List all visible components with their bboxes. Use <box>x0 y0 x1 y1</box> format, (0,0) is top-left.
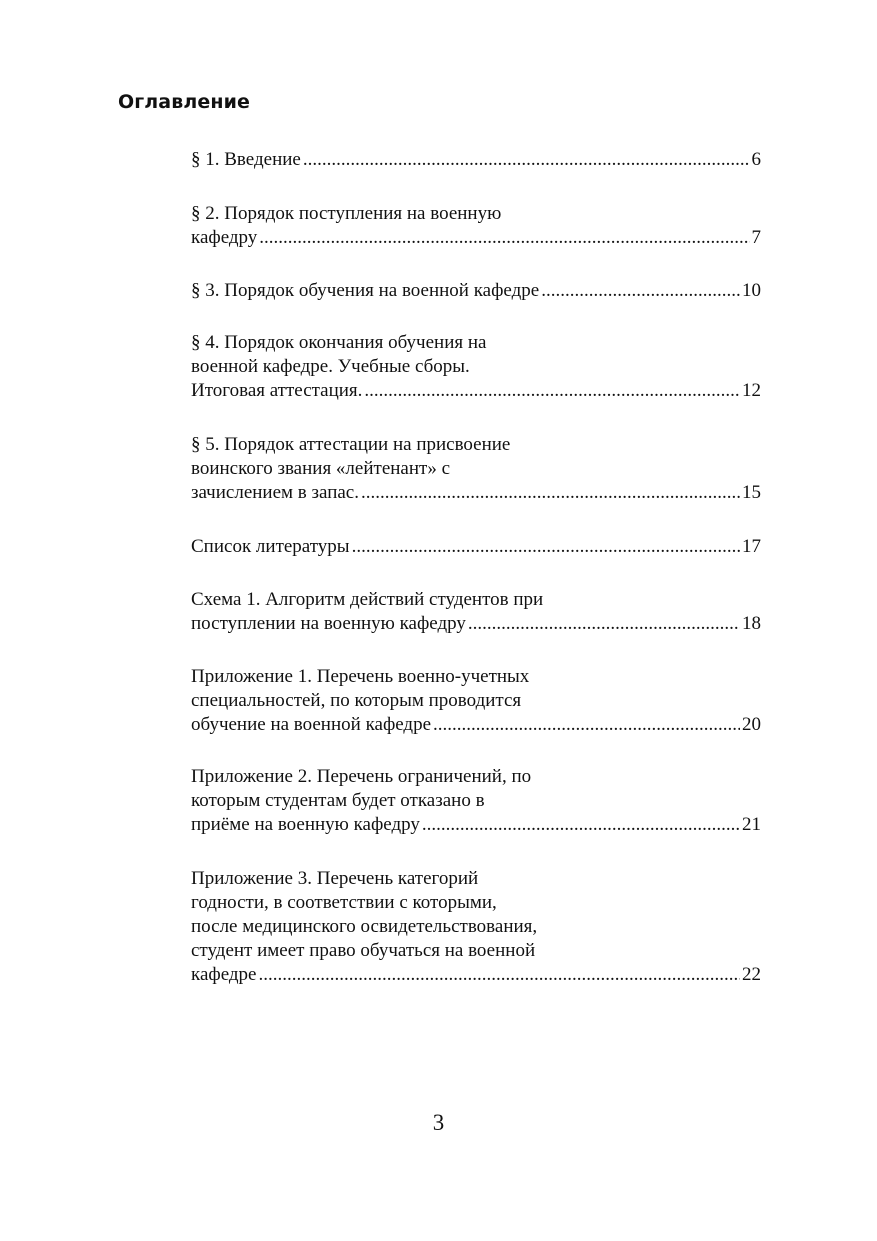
toc-entry-text: которым студентам будет отказано в <box>191 790 485 811</box>
toc-page-ref: 18 <box>742 613 761 634</box>
toc-entry-text: годности, в соответствии с которыми, <box>191 892 497 913</box>
toc-leader-dots <box>541 279 740 303</box>
toc-entry-scheme-1[interactable] <box>191 588 761 636</box>
toc-entry-attestation[interactable] <box>191 433 761 505</box>
toc-entry-text: кафедру <box>191 227 258 248</box>
page-number: 3 <box>432 1110 445 1135</box>
toc-leader-dots <box>259 226 749 250</box>
toc-entry-text: Приложение 1. Перечень военно-учетных <box>191 666 530 687</box>
toc-entry-text: Список литературы <box>191 536 350 557</box>
toc-page-ref: 15 <box>742 482 761 503</box>
toc-page-ref: 7 <box>751 227 761 248</box>
toc-entry-text: § 4. Порядок окончания обучения на <box>191 332 487 353</box>
toc-page-ref: 10 <box>742 280 761 301</box>
toc-leader-dots <box>258 963 740 987</box>
toc-entry-appendix-3[interactable] <box>191 867 761 987</box>
toc-leader-dots <box>361 481 740 505</box>
toc-page-ref: 17 <box>742 536 761 557</box>
toc-entry-text: приёме на военную кафедру <box>191 814 420 835</box>
toc-entry-text: специальностей, по которым проводится <box>191 690 522 711</box>
toc-entry-text: § 3. Порядок обучения на военной кафедре <box>191 280 540 301</box>
toc-entry-introduction[interactable] <box>191 148 761 172</box>
toc-entry-appendix-2[interactable] <box>191 765 761 837</box>
toc-entry-text: § 5. Порядок аттестации на присвоение <box>191 434 511 455</box>
toc-entry-text: военной кафедре. Учебные сборы. <box>191 356 470 377</box>
toc-entry-appendix-1[interactable] <box>191 665 761 737</box>
toc-leader-dots <box>433 713 740 737</box>
toc-heading: Оглавление <box>118 91 250 113</box>
toc-entry-text: после медицинского освидетельствования, <box>191 916 538 937</box>
toc-entry-text: студент имеет право обучаться на военной <box>191 940 536 961</box>
toc-entry-text: зачислением в запас. <box>191 482 359 503</box>
toc-leader-dots <box>468 612 740 636</box>
toc-entry-text: Схема 1. Алгоритм действий студентов при <box>191 589 544 610</box>
toc-entry-text: Итоговая аттестация. <box>191 380 363 401</box>
toc-entry-text: кафедре <box>191 964 257 985</box>
toc-entry-bibliography[interactable] <box>191 535 761 559</box>
toc-leader-dots <box>364 379 740 403</box>
toc-entry-admission[interactable] <box>191 202 761 250</box>
toc-entry-text: обучение на военной кафедре <box>191 714 432 735</box>
toc-page-ref: 12 <box>742 380 761 401</box>
toc-entry-text: Приложение 2. Перечень ограничений, по <box>191 766 532 787</box>
toc-leader-dots <box>303 148 750 172</box>
toc-entry-text: воинского звания «лейтенант» с <box>191 458 451 479</box>
toc-entry-training[interactable] <box>191 279 761 303</box>
toc-entry-completion[interactable] <box>191 331 761 403</box>
toc-entry-text: § 1. Введение <box>191 149 301 170</box>
toc-page-ref: 6 <box>751 149 761 170</box>
toc-entry-text: Приложение 3. Перечень категорий <box>191 868 479 889</box>
toc-page-ref: 22 <box>742 964 761 985</box>
toc-leader-dots <box>352 535 740 559</box>
toc-entry-text: § 2. Порядок поступления на военную <box>191 203 502 224</box>
toc-page-ref: 21 <box>742 814 761 835</box>
toc-page-ref: 20 <box>742 714 761 735</box>
toc-entry-text: поступлении на военную кафедру <box>191 613 466 634</box>
toc-leader-dots <box>422 813 740 837</box>
